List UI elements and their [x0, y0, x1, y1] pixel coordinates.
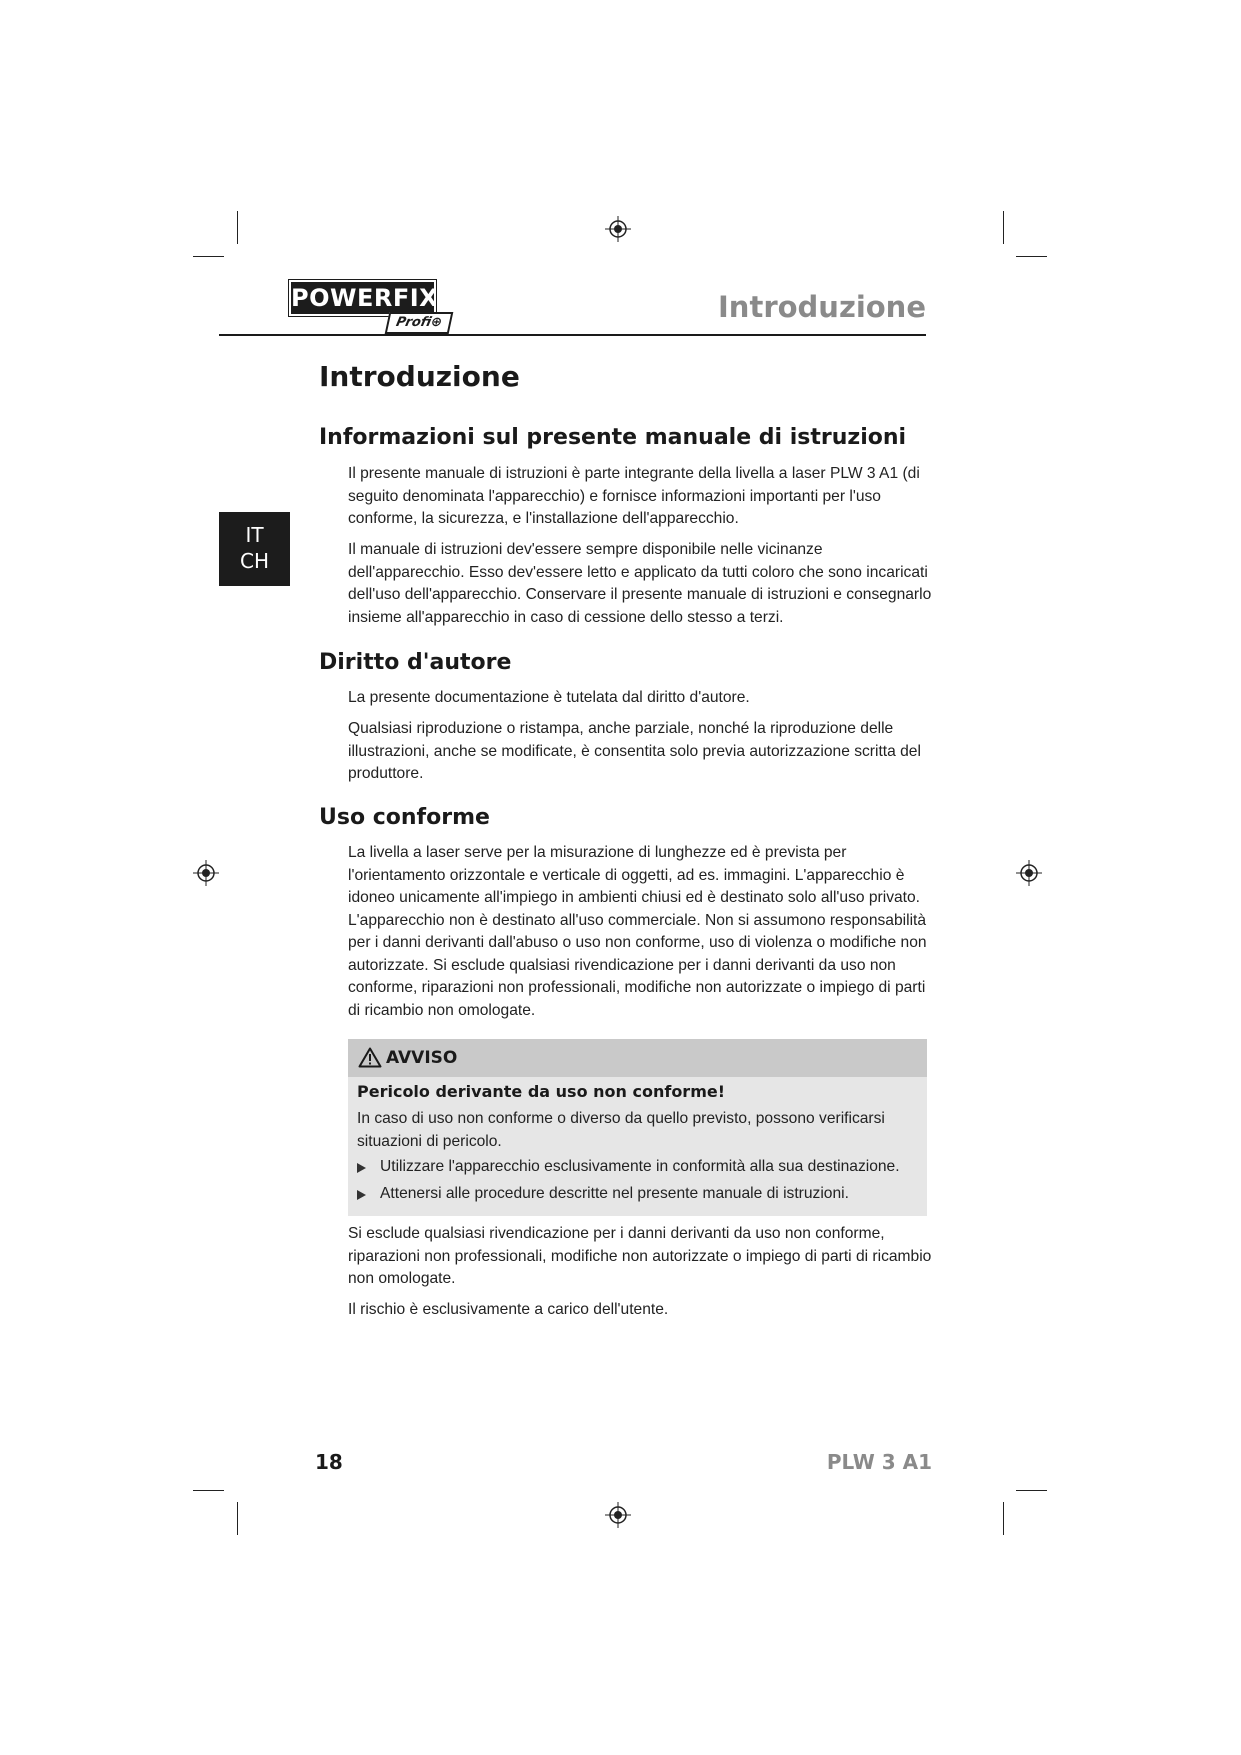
language-code-ch: CH — [239, 549, 269, 573]
registration-mark-icon — [605, 216, 631, 242]
crop-mark — [1003, 1502, 1004, 1535]
crop-mark — [193, 256, 224, 257]
language-code-it: IT — [245, 523, 264, 547]
bullet-arrow-icon — [357, 1190, 366, 1200]
paragraph: Il manuale di istruzioni dev'essere sempre disponibile nelle vicinanze dell'apparecchio. Esso dev'essere letto e applicato da tutti coloro che sono incaricati dell'uso dell'apparecchio. Conservare il presente manuale di istruzioni e consegnarlo insieme all'apparecchio in caso di cessione dello stesso a terzi. — [348, 541, 932, 626]
header-section-title: Introduzione — [718, 290, 926, 324]
paragraph: Il rischio è esclusivamente a carico dell'utente. — [348, 1301, 669, 1318]
header-divider — [219, 334, 926, 336]
warning-header — [348, 1039, 927, 1077]
paragraph: Il presente manuale di istruzioni è parte integrante della livella a laser PLW 3 A1 (di seguito denominata l'apparecchio) e fornisce informazioni importanti per l'uso conforme, la sicurezza, e l'installazione dell'apparecchio. — [348, 465, 920, 527]
registration-mark-icon — [193, 860, 219, 886]
section-heading-copyright: Diritto d'autore — [319, 650, 512, 675]
registration-mark-icon — [605, 1502, 631, 1528]
bullet-arrow-icon — [357, 1163, 366, 1173]
page-number: 18 — [315, 1450, 343, 1474]
model-name: PLW 3 A1 — [826, 1450, 932, 1474]
section-heading-manual-info: Informazioni sul presente manuale di istruzioni — [319, 425, 907, 450]
registration-mark-icon — [1016, 860, 1042, 886]
warning-text: In caso di uso non conforme o diverso da quello previsto, possono verificarsi situazioni di pericolo. — [357, 1110, 885, 1150]
crop-mark — [1003, 211, 1004, 244]
warning-title: Pericolo derivante da uso non conforme! — [357, 1082, 726, 1101]
crop-mark — [1016, 256, 1047, 257]
crop-mark — [237, 1502, 238, 1535]
logo-sub-text: Profi⊕ — [385, 312, 454, 334]
paragraph: Si esclude qualsiasi rivendicazione per i danni derivanti da uso non conforme, riparazioni non professionali, modifiche non autorizzate o impiego di parti di ricambio non omologate. — [348, 1225, 932, 1287]
language-tab — [219, 512, 290, 586]
logo-main-text: POWERFIX — [289, 280, 436, 316]
section-heading-intended-use: Uso conforme — [319, 805, 490, 830]
crop-mark — [237, 211, 238, 244]
warning-triangle-icon — [358, 1047, 382, 1068]
crop-mark — [1016, 1490, 1047, 1491]
logo-sub-label: Profi — [394, 315, 433, 330]
brand-logo — [289, 277, 459, 333]
page-title: Introduzione — [319, 360, 520, 393]
crop-mark — [193, 1490, 224, 1491]
warning-label: AVVISO — [386, 1048, 458, 1068]
warning-bullet: Utilizzare l'apparecchio esclusivamente in conformità alla sua destinazione. — [380, 1158, 900, 1175]
warning-bullet: Attenersi alle procedure descritte nel presente manuale di istruzioni. — [380, 1185, 849, 1202]
paragraph: La livella a laser serve per la misurazione di lunghezze ed è prevista per l'orientamento orizzontale e verticale di oggetti, ad es. immagini. L'apparecchio è idoneo unicamente all'impiego in ambienti chiusi ed è destinato solo all'uso privato. L'apparecchio non è destinato all'uso commerciale. Non si assumono responsabilità per i danni derivanti dall'abuso o uso non conforme, uso di violenza o modifiche non autorizzate. Si esclude qualsiasi rivendicazione per i danni derivanti da uso non conforme, riparazioni non professionali, modifiche non autorizzate o impiego di parti di ricambio non omologate. — [348, 844, 927, 1019]
paragraph: Qualsiasi riproduzione o ristampa, anche parziale, nonché la riproduzione delle illustrazioni, anche se modificate, è consentita solo previa autorizzazione scritta del produttore. — [348, 720, 921, 782]
paragraph: La presente documentazione è tutelata dal diritto d'autore. — [348, 689, 750, 706]
warning-box — [348, 1039, 927, 1216]
